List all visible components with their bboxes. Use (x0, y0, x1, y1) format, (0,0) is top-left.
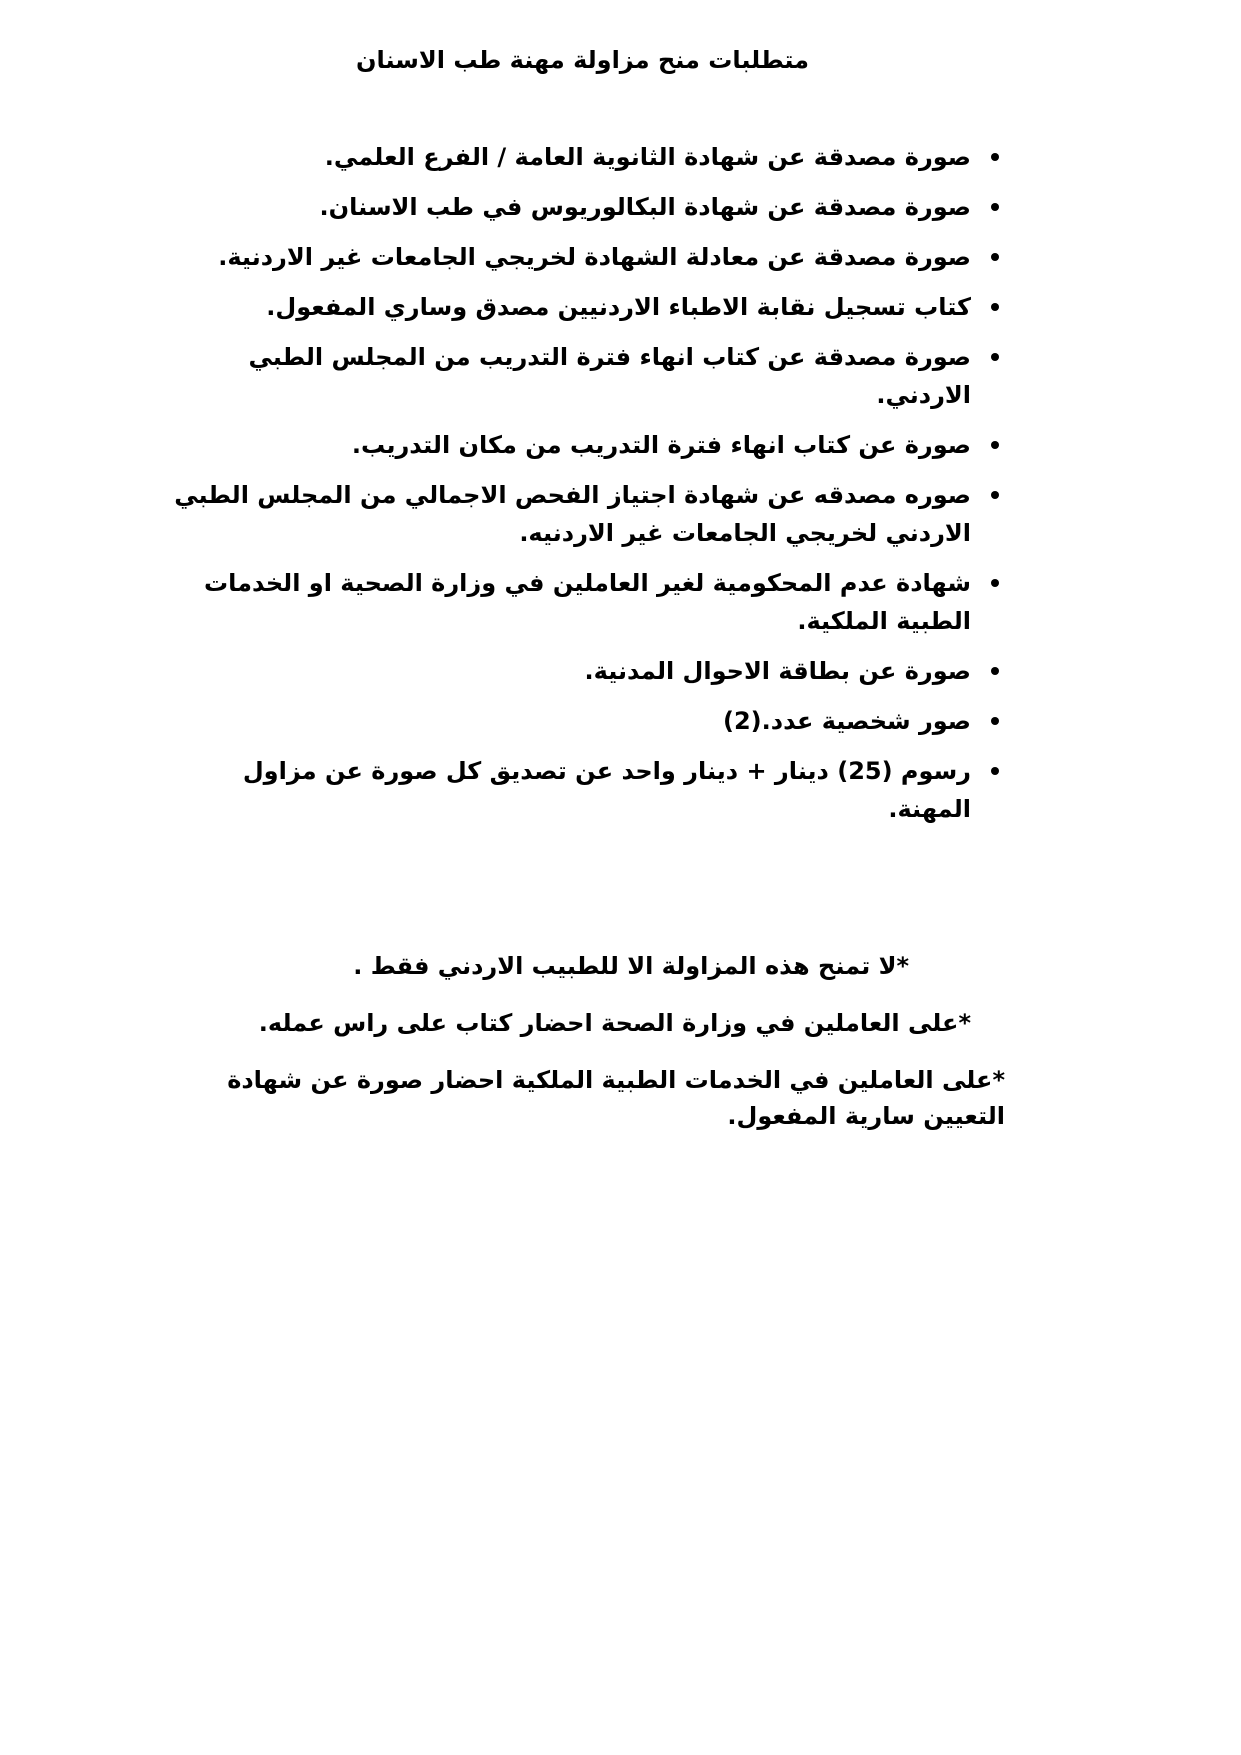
note: *لا تمنح هذه المزاولة الا للطبيب الاردني فقط . (353, 952, 909, 980)
list-item (160, 426, 1005, 464)
note: *على العاملين في الخدمات الطبية الملكية احضار صورة عن شهادة التعيين سارية المفعول. (227, 1066, 1005, 1130)
requirement-text: كتاب تسجيل نقابة الاطباء الاردنيين مصدق وساري المفعول. (266, 293, 971, 321)
requirement-text: رسوم (25) دينار + دينار واحد عن تصديق كل صورة عن مزاول المهنة. (242, 757, 971, 823)
list-item (160, 702, 1005, 740)
requirement-text: صورة مصدقة عن كتاب انهاء فترة التدريب من المجلس الطبي الاردني. (248, 343, 971, 409)
list-item (160, 476, 1005, 552)
requirement-text: شهادة عدم المحكومية لغير العاملين في وزارة الصحية او الخدمات الطبية الملكية. (204, 569, 971, 635)
list-item (160, 338, 1005, 414)
page-title: متطلبات منح مزاولة مهنة طب الاسنان (355, 46, 810, 74)
bullet-icon (991, 253, 999, 261)
bullet-icon (991, 667, 999, 675)
bullet-icon (991, 153, 999, 161)
bullet-icon (991, 203, 999, 211)
bullet-icon (991, 441, 999, 449)
bullet-icon (991, 717, 999, 725)
list-item (160, 238, 1005, 276)
bullet-icon (991, 579, 999, 587)
requirement-text: صور شخصية عدد.(2) (723, 707, 971, 735)
bullet-icon (991, 491, 999, 499)
requirement-text: صورة عن كتاب انهاء فترة التدريب من مكان التدريب. (351, 431, 971, 459)
requirement-text: صوره مصدقه عن شهادة اجتياز الفحص الاجمالي من المجلس الطبي الاردني لخريجي الجامعات غير الاردنيه. (174, 481, 971, 547)
list-item (160, 652, 1005, 690)
bullet-icon (991, 353, 999, 361)
note: *على العاملين في وزارة الصحة احضار كتاب على راس عمله. (258, 1009, 971, 1037)
bullet-icon (991, 303, 999, 311)
bullet-icon (991, 767, 999, 775)
requirement-text: صورة مصدقة عن شهادة البكالوريوس في طب الاسنان. (319, 193, 971, 221)
list-item (160, 752, 1005, 828)
list-item (160, 188, 1005, 226)
requirement-text: صورة عن بطاقة الاحوال المدنية. (584, 657, 971, 685)
list-item (160, 288, 1005, 326)
requirement-text: صورة مصدقة عن معادلة الشهادة لخريجي الجامعات غير الاردنية. (218, 243, 971, 271)
requirements-list (160, 138, 1005, 828)
list-item (160, 138, 1005, 176)
requirement-text: صورة مصدقة عن شهادة الثانوية العامة / الفرع العلمي. (324, 143, 971, 171)
list-item (160, 564, 1005, 640)
notes-section (160, 948, 1005, 1134)
